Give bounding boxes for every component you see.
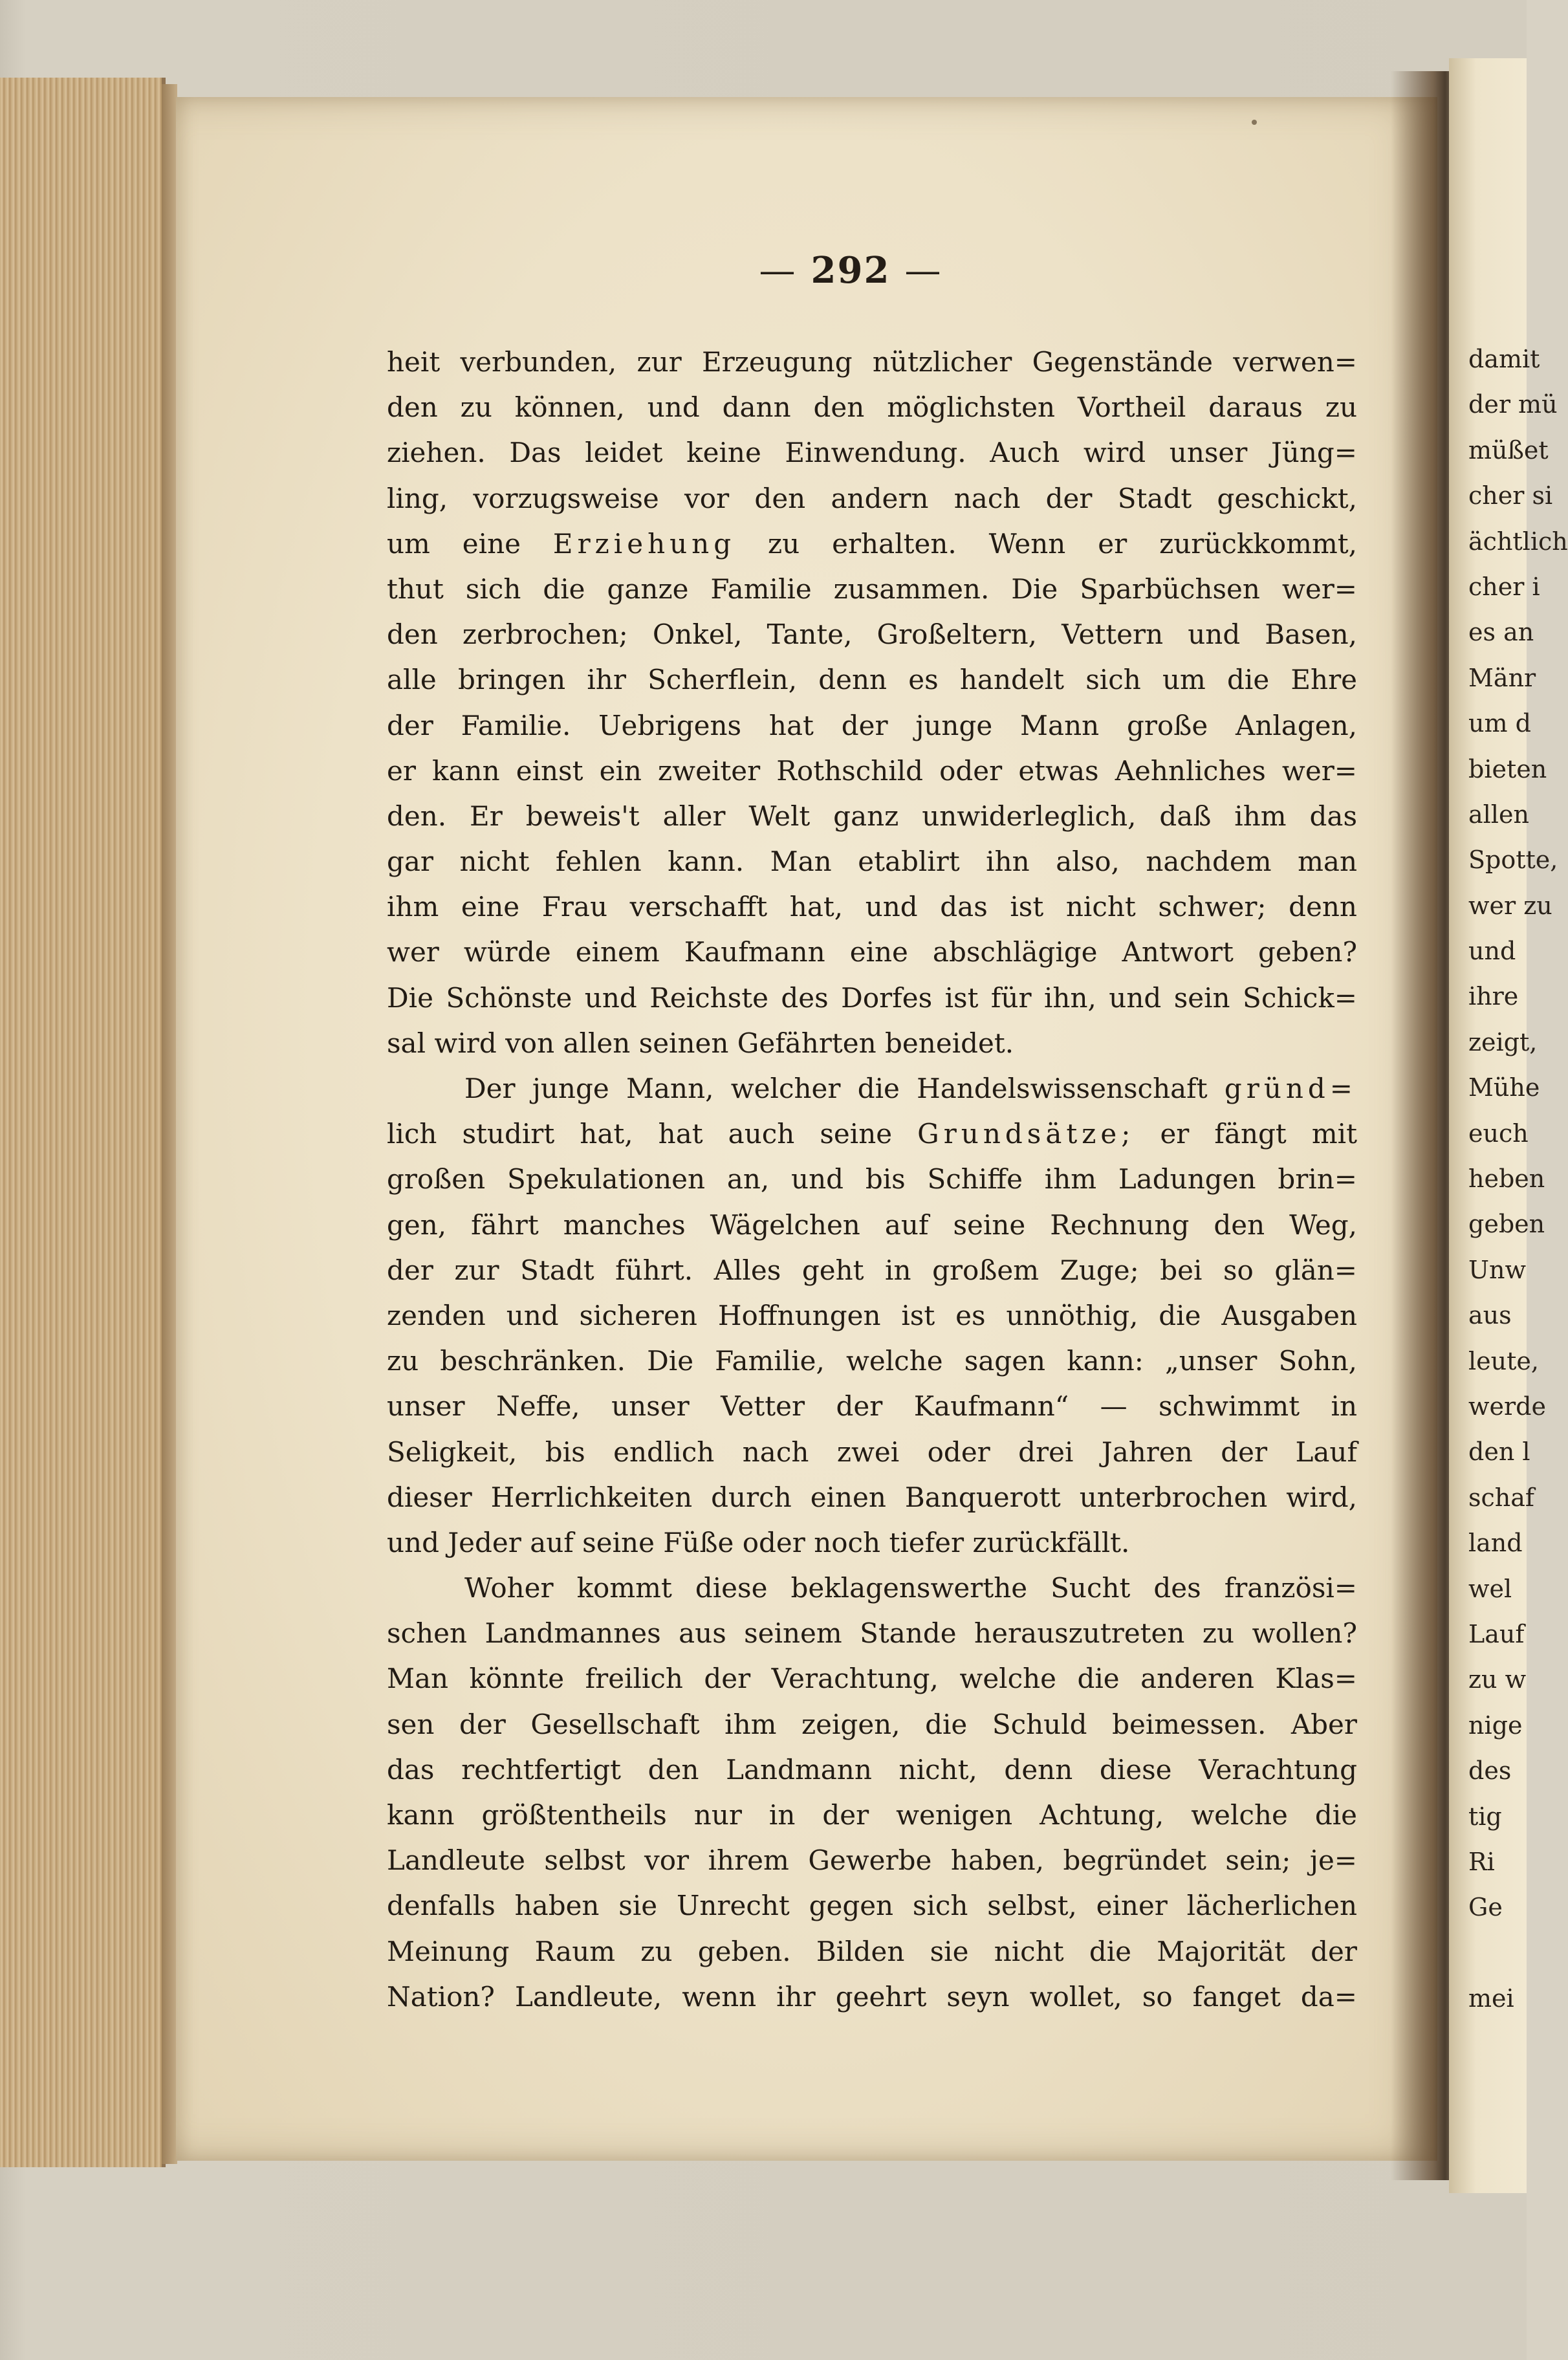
text-line: denfalls haben sie Unrecht gegen sich selbst, einer lächerlichen: [387, 1890, 1357, 1922]
text-line: Meinung Raum zu geben. Bilden sie nicht die Majorität der: [387, 1935, 1357, 1967]
facing-line: aus: [1468, 1301, 1512, 1330]
facing-page-text: [1468, 336, 1568, 2021]
facing-line: leute,: [1468, 1346, 1539, 1375]
facing-line: Lauf: [1468, 1619, 1525, 1648]
text-line: Die Schönste und Reichste des Dorfes ist für ihn, und sein Schick=: [387, 981, 1357, 1014]
facing-line: tig: [1468, 1802, 1502, 1831]
page-stack-edge: [0, 78, 166, 2167]
facing-line: um d: [1468, 709, 1531, 738]
text-line: zu beschränken. Die Familie, welche sagen kann: „unser Sohn,: [387, 1345, 1357, 1377]
facing-line: Mänr: [1468, 663, 1536, 692]
text-line: und Jeder auf seine Füße oder noch tiefer zurückfällt.: [387, 1526, 1130, 1558]
text-line: thut sich die ganze Familie zusammen. Die Sparbüchsen wer=: [387, 573, 1357, 605]
facing-line: euch: [1468, 1119, 1529, 1148]
facing-line: ihre: [1468, 982, 1519, 1011]
text-line: Nation? Landleute, wenn ihr geehrt seyn wollet, so fanget da=: [387, 1980, 1357, 2013]
text-segment: zu erhalten. Wenn er zurückkommt,: [768, 527, 1357, 560]
facing-line: werde: [1468, 1392, 1546, 1421]
facing-line: Ri: [1468, 1847, 1495, 1876]
header-dash-right: —: [904, 250, 942, 292]
text-line: sal wird von allen seinen Gefährten beneidet.: [387, 1027, 1014, 1059]
text-line: zenden und sicheren Hoffnungen ist es unnöthig, die Ausgaben: [387, 1299, 1357, 1331]
text-line: alle bringen ihr Scherflein, denn es handelt sich um die Ehre: [387, 664, 1357, 696]
facing-line: mei: [1468, 1984, 1514, 2013]
facing-line: und: [1468, 937, 1516, 966]
facing-line: des: [1468, 1756, 1512, 1786]
facing-line: cher i: [1468, 572, 1540, 601]
facing-line: Spotte,: [1468, 846, 1558, 875]
emphasized-word: Grundsätze;: [917, 1118, 1135, 1150]
facing-line: geben: [1468, 1210, 1545, 1239]
emphasized-word: gründ=: [1224, 1073, 1357, 1104]
text-line: Woher kommt diese beklagenswerthe Sucht des französi=: [464, 1572, 1357, 1604]
paper-speck: [1252, 120, 1257, 125]
facing-line: müßet: [1468, 435, 1549, 464]
text-segment: lich studirt hat, hat auch seine: [387, 1118, 893, 1150]
facing-line: heben: [1468, 1164, 1545, 1194]
facing-line: zu w: [1468, 1665, 1527, 1694]
text-line: Man könnte freilich der Verachtung, welche die anderen Klas=: [387, 1663, 1357, 1695]
facing-line: [1468, 1930, 1530, 1976]
facing-line: Unw: [1468, 1255, 1527, 1284]
text-line: kann größtentheils nur in der wenigen Achtung, welche die: [387, 1799, 1357, 1831]
text-line: den zu können, und dann den möglichsten Vortheil daraus zu: [387, 391, 1357, 424]
text-line: das rechtfertigt den Landmann nicht, denn diese Verachtung: [387, 1753, 1357, 1786]
text-line: sen der Gesellschaft ihm zeigen, die Schuld beimessen. Aber: [387, 1708, 1357, 1740]
page-stack-shadow: [162, 84, 177, 2164]
header-dash-left: —: [759, 250, 797, 292]
facing-page: [1449, 58, 1568, 2193]
facing-line: Ge: [1468, 1893, 1503, 1922]
facing-line: den l: [1468, 1437, 1530, 1467]
facing-line: ächtlich: [1468, 527, 1568, 556]
text-line: unser Neffe, unser Vetter der Kaufmann“ — schwimmt in: [387, 1390, 1357, 1423]
facing-line: zeigt,: [1468, 1027, 1538, 1056]
facing-line: bieten: [1468, 754, 1547, 783]
facing-line: es an: [1468, 618, 1534, 647]
text-line: dieser Herrlichkeiten durch einen Banquerott unterbrochen wird,: [387, 1481, 1357, 1513]
facing-line: land: [1468, 1529, 1523, 1558]
text-line-mixed: [387, 1111, 1357, 1157]
text-line-mixed: [387, 521, 1357, 567]
text-line: er kann einst ein zweiter Rothschild oder etwas Aehnliches wer=: [387, 754, 1357, 787]
text-line: der Familie. Uebrigens hat der junge Mann große Anlagen,: [387, 709, 1357, 741]
text-segment: Der junge Mann, welcher die Handelswissenschaft: [464, 1073, 1208, 1104]
text-line: wer würde einem Kaufmann eine abschlägige Antwort geben?: [387, 936, 1357, 968]
facing-line: Mühe: [1468, 1073, 1540, 1102]
text-line: gen, fährt manches Wägelchen auf seine Rechnung den Weg,: [387, 1208, 1357, 1241]
text-line: gar nicht fehlen kann. Man etablirt ihn also, nachdem man: [387, 846, 1357, 878]
facing-line: nige: [1468, 1710, 1523, 1740]
text-segment: er fängt mit: [1160, 1118, 1357, 1150]
text-line: Landleute selbst vor ihrem Gewerbe haben, begründet sein; je=: [387, 1844, 1357, 1877]
text-line: schen Landmannes aus seinem Stande herauszutreten zu wollen?: [387, 1617, 1357, 1650]
emphasized-word: Erziehung: [552, 527, 736, 560]
facing-line: schaf: [1468, 1483, 1534, 1512]
facing-line: der mü: [1468, 390, 1558, 419]
text-line: den zerbrochen; Onkel, Tante, Großeltern, Vettern und Basen,: [387, 618, 1357, 651]
facing-line: cher si: [1468, 481, 1553, 510]
text-line: ihm eine Frau verschafft hat, und das ist nicht schwer; denn: [387, 891, 1357, 923]
text-line-mixed: [387, 1066, 1357, 1111]
body-text: [387, 340, 1357, 2020]
page-header: [728, 249, 974, 292]
text-line: Seligkeit, bis endlich nach zwei oder drei Jahren der Lauf: [387, 1436, 1357, 1468]
text-line: heit verbunden, zur Erzeugung nützlicher Gegenstände verwen=: [387, 346, 1357, 378]
facing-line: wer zu: [1468, 891, 1552, 920]
text-segment: um eine: [387, 527, 521, 560]
facing-line: allen: [1468, 800, 1529, 829]
facing-line: damit: [1468, 345, 1540, 373]
text-line: ziehen. Das leidet keine Einwendung. Auch wird unser Jüng=: [387, 437, 1357, 469]
facing-line: wel: [1468, 1574, 1512, 1603]
text-line: ling, vorzugsweise vor den andern nach der Stadt geschickt,: [387, 482, 1357, 514]
text-line: der zur Stadt führt. Alles geht in großem Zuge; bei so glän=: [387, 1254, 1357, 1286]
page-number: 292: [811, 249, 891, 292]
text-line: großen Spekulationen an, und bis Schiffe ihm Ladungen brin=: [387, 1163, 1357, 1196]
text-line: den. Er beweis't aller Welt ganz unwiderleglich, daß ihm das: [387, 800, 1357, 832]
